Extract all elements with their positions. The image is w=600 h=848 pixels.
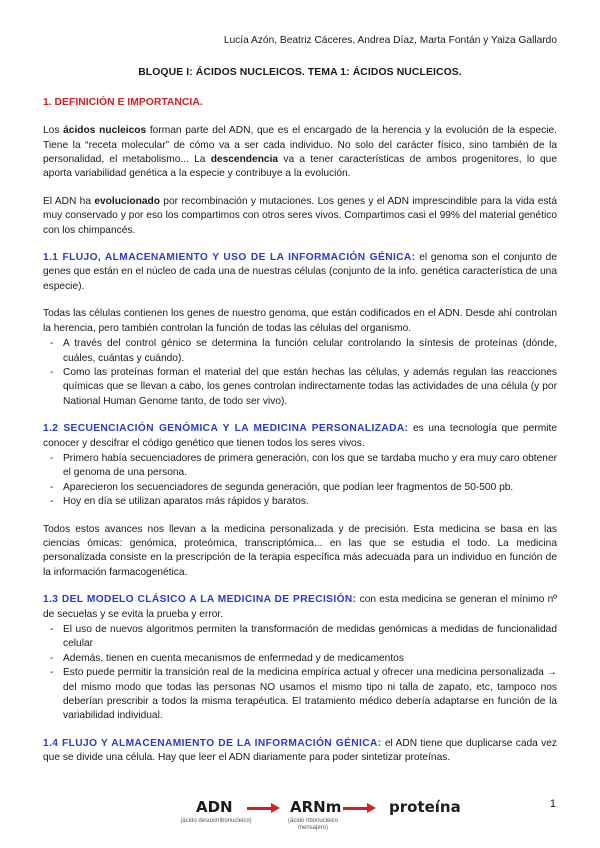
list-1-2: [43, 452, 557, 510]
bold-term: ácidos nucleicos: [63, 125, 147, 137]
subsection-1-4: 1.4 FLUJO Y ALMACENAMIENTO DE LA INFORMACIÓN GÉNICA: el ADN tiene que duplicarse cada vez que se divide una célula. Hay que leer el ADN diariamente para poder sintetizar proteínas.: [43, 737, 557, 764]
page-number: 1: [549, 798, 556, 810]
protein-label: proteína: [389, 798, 461, 816]
list-item: - El uso de nuevos algoritmos permiten la transformación de medidas genómicas a medidas de funcionalidad celular: [43, 623, 557, 652]
document-page: [43, 34, 557, 766]
arnm-label: ARNm: [290, 798, 342, 816]
bold-term: descendencia: [210, 154, 279, 166]
central-dogma-diagram: [0, 796, 600, 848]
list-item: - Primero había secuenciadores de primera generación, con los que se tardaba mucho y era muy caro obtener el genoma de una persona.: [43, 452, 557, 481]
subsection-1-2: 1.2 SECUENCIACIÓN GENÓMICA Y LA MEDICINA PERSONALIZADA: es una tecnología que permite conocer y descifrar el código genético que tienen todos los seres vivos.: [43, 423, 557, 449]
subsection-1-1-heading: 1.1 FLUJO, ALMACENAMIENTO Y USO DE LA INFORMACIÓN GÉNICA:: [43, 252, 416, 264]
adn-sublabel: (ácido desoxirribonucleico): [180, 818, 252, 824]
list-item: - Además, tienen en cuenta mecanismos de enfermedad y de medicamentos: [43, 652, 557, 666]
list-item: - A través del control génico se determina la función celular controlando la síntesis de proteínas (dónde, cuáles, cuántas y cuándo).: [43, 337, 557, 366]
document-title: BLOQUE I: ÁCIDOS NUCLEICOS. TEMA 1: ÁCIDOS NUCLEICOS.: [138, 67, 462, 79]
section-1-heading: 1. DEFINICIÓN E IMPORTANCIA.: [43, 96, 203, 108]
subsection-1-4-heading: 1.4 FLUJO Y ALMACENAMIENTO DE LA INFORMACIÓN GÉNICA:: [43, 737, 382, 749]
list-1-3: [43, 623, 557, 724]
bold-term: evolucionado: [94, 195, 160, 207]
adn-label: ADN: [196, 798, 233, 816]
paragraph-evolution: El ADN ha evolucionado por recombinación y mutaciones. Los genes y el ADN imprescindible para la vida está muy conservado y por eso los compartimos con otros seres vivos. Compartimos casi el 99% del material genético con los chimpancés.: [43, 195, 558, 236]
paragraph-nucleic-acids: Los ácidos nucleicos forman parte del ADN, que es el encargado de la herencia y la evolución de la especie. Tiene la “receta molecular” de cómo va a ser cada individuo. No solo del carácter físico, sino también de la personalidad, el metabolismo... La descendencia va a tener características de ambos progenitores, lo que aporta variabilidad genética a la especie y contribuye a la evolución.: [43, 125, 558, 180]
list-item: - Aparecieron los secuenciadores de segunda generación, que podían leer fragmentos de 50-500 pb.: [43, 481, 557, 495]
subsection-1-2-heading: 1.2 SECUENCIACIÓN GENÓMICA Y LA MEDICINA PERSONALIZADA:: [43, 423, 409, 435]
subsection-1-1: 1.1 FLUJO, ALMACENAMIENTO Y USO DE LA INFORMACIÓN GÉNICA: el genoma son el conjunto de genes que están en el núcleo de cada una de nuestras células (conjunto de la info. genética característica de una especie).: [43, 252, 557, 292]
arrow-icon: [343, 807, 369, 810]
arrow-icon: [247, 807, 273, 810]
list-item: - Hoy en día se utilizan aparatos más rápidos y baratos.: [43, 495, 557, 509]
subsection-1-3-heading: 1.3 DEL MODELO CLÁSICO A LA MEDICINA DE PRECISIÓN:: [43, 594, 357, 606]
paragraph-precision-medicine: Todos estos avances nos llevan a la medicina personalizada y de precisión. Esta medicina se basa en las ciencias ómicas: genómica, proteómica, transcriptómica... en las que se estudia el todo. La medicina personalizada consiste en la prescripción de la terapia específica más adecuada para un individuo en función de la información farmacogenética.: [43, 523, 557, 578]
subsection-1-3: 1.3 DEL MODELO CLÁSICO A LA MEDICINA DE PRECISIÓN: con esta medicina se generan el mínimo nº de secuelas y se evita la prueba y error.: [43, 594, 557, 620]
list-1-1: [43, 337, 557, 409]
arnm-sublabel: (ácido ribonucleico mensajero): [287, 818, 339, 831]
list-item: - Como las proteínas forman el material del que están hechas las células, y además regulan las reacciones químicas que se llevan a cabo, los genes controlan indirectamente todas las actividades de una célula (y por National Human Genome tanto, de todo ser vivo).: [43, 366, 557, 409]
paragraph-genome-cells: Todas las células contienen los genes de nuestro genoma, que están codificados en el ADN. Desde ahí controlan la herencia, pero también controlan la función de todas las células del organismo.: [43, 308, 557, 334]
authors-line: Lucía Azón, Beatriz Cáceres, Andrea Díaz, Marta Fontán y Yaiza Gallardo: [223, 35, 557, 46]
list-item: - Esto puede permitir la transición real de la medicina empírica actual y ofrecer una medicina personalizada → del mismo modo que todas las personas NO usamos el mismo tipo ni talla de zapato, etc, tampoco nos deberían prescribir a todos la misma terapéutica. El tratamiento médico debería adaptarse en función de la variabilidad individual.: [43, 666, 557, 724]
